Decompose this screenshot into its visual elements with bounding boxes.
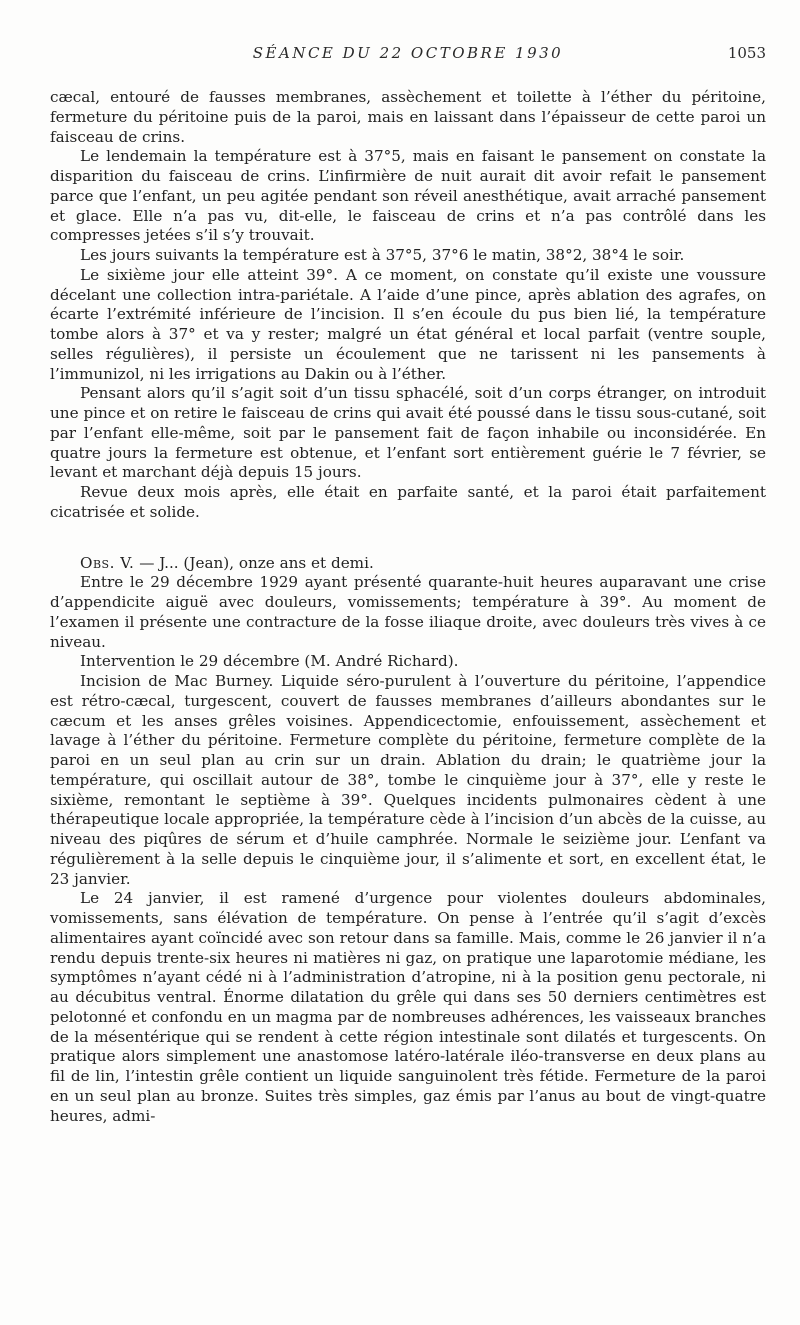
paragraph: Le 24 janvier, il est ramené d’urgence pour violentes douleurs abdominales, vomissements, sans élévation de température. On pense à l’entrée qu’il s’agit d’excès alimentaires ayant coïncidé avec son retour dans sa famille. Mais, comme le 26 janvier il n’a rendu depuis trente-six heures ni matières ni gaz, on pratique une laparotomie médiane, les symptômes n’ayant cédé ni à l’administration d’atropine, ni à la position genu pectorale, ni au décubitus ventral. Énorme dilatation du grêle qui dans ses 50 derniers centimètres est pelotonné et confondu en un magma par de nombreuses adhérences, les vaisseaux branches de la mésentérique qui se rendent à cette région intestinale sont dilatés et turgescents. On pratique alors simplement une anastomose latéro-latérale iléo-transverse en deux plans au fil de lin, l’intestin grêle contient un liquide sanguinolent très fétide. Fermeture de la paroi en un seul plan au bronze. Suites très simples, gaz émis par l’anus au bout de vingt-quatre heures, admi- — [50, 889, 766, 1125]
observation-label: Obs. V. — [80, 553, 135, 572]
observation-subject: — J... (Jean), onze ans et demi. — [134, 553, 374, 572]
paragraph: Le lendemain la température est à 37°5, mais en faisant le pansement on constate la disparition du faisceau de crins. L’infirmière de nuit aurait dit avoir refait le pansement parce que l’enfant, un peu agitée pendant son réveil anesthétique, avait arraché pansement et glace. Elle n’a pas vu, dit-elle, le faisceau de crins et n’a pas contrôlé dans les compresses jetées s’il s’y trouvait. — [50, 147, 766, 245]
section-gap — [50, 523, 766, 554]
body-text — [50, 88, 766, 1126]
paragraph: cæcal, entouré de fausses membranes, assèchement et toilette à l’éther du péritoine, fermeture du péritoine puis de la paroi, mais en laissant dans l’épaisseur de cette paroi un faisceau de crins. — [50, 88, 766, 146]
paragraph: Les jours suivants la température est à 37°5, 37°6 le matin, 38°2, 38°4 le soir. — [80, 246, 685, 264]
paragraph: Incision de Mac Burney. Liquide séro-purulent à l’ouverture du péritoine, l’appendice est rétro-cæcal, turgescent, couvert de fausses membranes d’ailleurs abondantes sur le cæcum et les anses grêles voisines. Appendicectomie, enfouissement, assèchement et lavage à l’éther du péritoine. Fermeture complète du péritoine, fermeture complète de la paroi en un seul plan au crin sur un drain. Ablation du drain; le quatrième jour la température, qui oscillait autour de 38°, tombe le cinquième jour à 37°, elle y reste le sixième, remontant le septième à 39°. Quelques incidents pulmonaires cèdent à une thérapeutique locale appropriée, la température cède à l’incision d’un abcès de la cuisse, au niveau des piqûres de sérum et d’huile camphrée. Normale le seizième jour. L’enfant va régulièrement à la selle depuis le cinquième jour, il s’alimente et sort, en excellent état, le 23 janvier. — [50, 672, 766, 888]
page-header — [50, 44, 766, 66]
observation-heading — [50, 554, 766, 574]
paragraph: Revue deux mois après, elle était en parfaite santé, et la paroi était parfaitement cicatrisée et solide. — [50, 483, 766, 521]
paragraph: Entre le 29 décembre 1929 ayant présenté quarante-huit heures auparavant une crise d’appendicite aiguë avec douleurs, vomissements; température à 39°. Au moment de l’examen il présente une contracture de la fosse iliaque droite, avec douleurs très vives à ce niveau. — [50, 573, 766, 651]
page-number: 1053 — [727, 44, 766, 62]
paragraph: Pensant alors qu’il s’agit soit d’un tissu sphacélé, soit d’un corps étranger, on introduit une pince et on retire le faisceau de crins qui avait été poussé dans le tissu sous-cutané, soit par l’enfant elle-même, soit par le pansement fait de façon inhabile ou inconsidérée. En quatre jours la fermeture est obtenue, et l’enfant sort entièrement guérie le 7 février, se levant et marchant déjà depuis 15 jours. — [50, 384, 766, 482]
paragraph: Intervention le 29 décembre (M. André Richard). — [80, 652, 459, 671]
paragraph: Le sixième jour elle atteint 39°. A ce moment, on constate qu’il existe une voussure décelant une collection intra-pariétale. A l’aide d’une pince, après ablation des agrafes, on écarte l’extrémité inférieure de l’incision. Il s’en écoule du pus bien lié, la température tombe alors à 37° et va y rester; malgré un état général et local parfait (ventre souple, selles régulières), il persiste un écoulement que ne tarissent ni les pansements à l’immunizol, ni les irrigations au Dakin ou à l’éther. — [50, 265, 766, 383]
running-title: SÉANCE DU 22 OCTOBRE 1930 — [252, 44, 564, 62]
